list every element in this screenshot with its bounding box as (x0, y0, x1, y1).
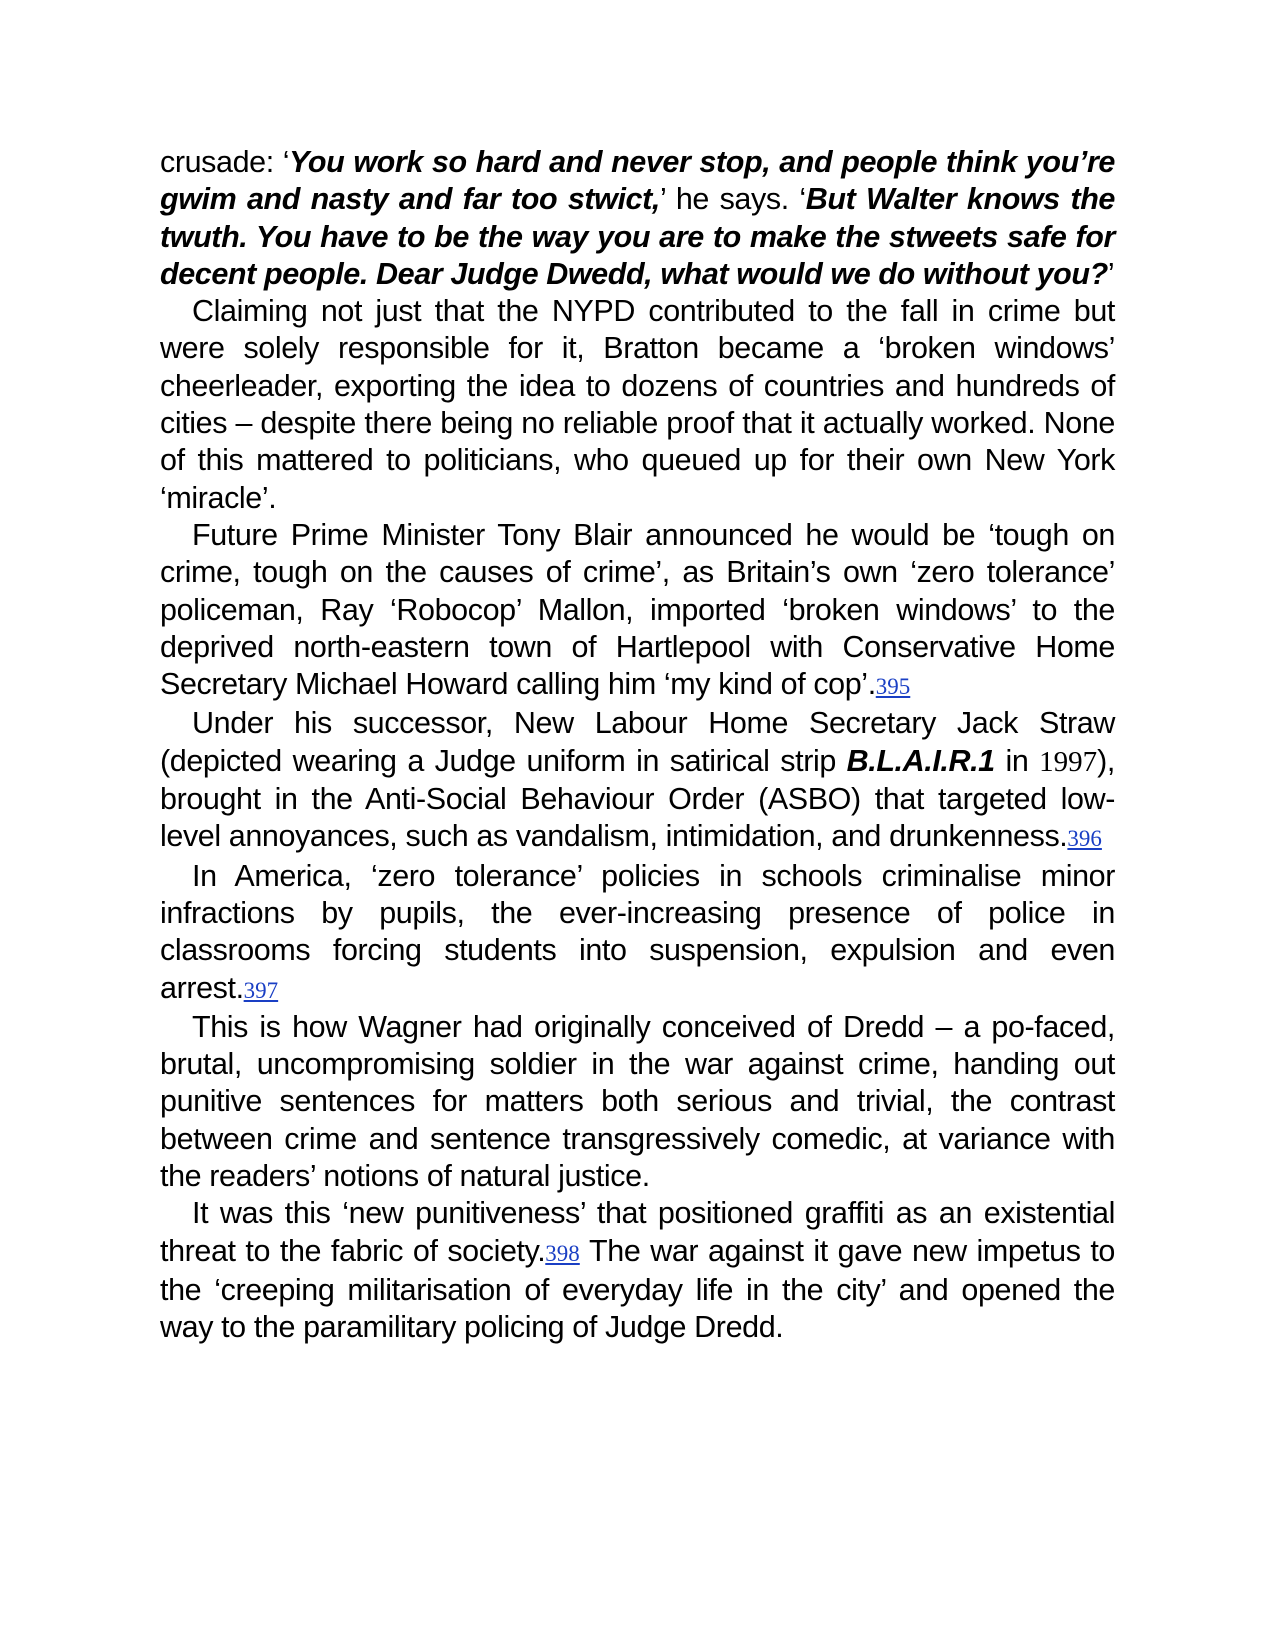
paragraph-bratton (160, 293, 1115, 517)
footnote-link-397[interactable]: 397 (243, 977, 279, 1003)
paragraph-wagner (160, 1009, 1115, 1195)
quote-close: ’ (1107, 256, 1115, 291)
quote-walter-part-2: But Walter knows the twuth. You have to be the way you are to make the stweets safe for decent people. Dear Judge Dwedd, what would we do without you? (160, 182, 1115, 291)
footnote-link-396[interactable]: 396 (1067, 826, 1102, 852)
paragraph-text: in (994, 743, 1040, 778)
paragraph-text: ), brought in the Anti-Social Behaviour Order (ASBO) that targeted low-level annoyances, such as vandalism, intimidation, and drunkenness. (160, 743, 1115, 854)
paragraph-straw (160, 705, 1115, 857)
footnote-link-395[interactable]: 395 (875, 674, 911, 700)
paragraph-america (160, 858, 1115, 1009)
quote-attribution: ’ he says. ‘ (659, 182, 806, 217)
paragraph-blair (160, 517, 1115, 705)
paragraph-text: Under his successor, New Labour Home Secretary Jack Straw (depicted wearing a Judge uniform in satirical strip (160, 706, 1115, 778)
page-body (160, 144, 1115, 1347)
paragraph-text: This is how Wagner had originally conceived of Dredd – a po-faced, brutal, uncompromising soldier in the war against crime, handing out punitive sentences for matters both serious and trivial, the contrast between crime and sentence transgressively comedic, at variance with the readers’ notions of natural justice. (160, 1009, 1115, 1194)
paragraph-punitiveness (160, 1195, 1115, 1346)
footnote-link-398[interactable]: 398 (545, 1240, 580, 1266)
paragraph-crusade-quote (160, 144, 1115, 293)
paragraph-text: Future Prime Minister Tony Blair announced he would be ‘tough on crime, tough on the causes of crime’, as Britain’s own ‘zero tolerance’ policeman, Ray ‘Robocop’ Mallon, imported ‘broken windows’ to the deprived north-eastern town of Hartlepool with Conservative Home Secretary Michael Howard calling him ‘my kind of cop’. (160, 517, 1115, 702)
year: 1997 (1039, 745, 1098, 778)
paragraph-text: It was this ‘new punitiveness’ that positioned graffiti as an existential threat to the fabric of society. (160, 1196, 1115, 1268)
paragraph-text: Claiming not just that the NYPD contributed to the fall in crime but were solely responsible for it, Bratton became a ‘broken windows’ cheerleader, exporting the idea to dozens of countries and hundreds of cities – despite there being no reliable proof that it actually worked. None of this mattered to politicians, who queued up for their own New York ‘miracle’. (160, 294, 1115, 515)
strip-title: B.L.A.I.R.1 (846, 743, 995, 778)
paragraph-text: In America, ‘zero tolerance’ policies in schools criminalise minor infractions by pupils, the ever-increasing presence of police in classrooms forcing students into suspension, expulsion and even arrest. (160, 858, 1115, 1005)
quote-walter-part-1: You work so hard and never stop, and people think you’re gwim and nasty and far too stwict, (160, 145, 1115, 217)
paragraph-text: The war against it gave new impetus to the ‘creeping militarisation of everyday life in the city’ and opened the way to the paramilitary policing of Judge Dredd. (160, 1233, 1115, 1345)
lead-text: crusade: ‘ (160, 145, 290, 179)
